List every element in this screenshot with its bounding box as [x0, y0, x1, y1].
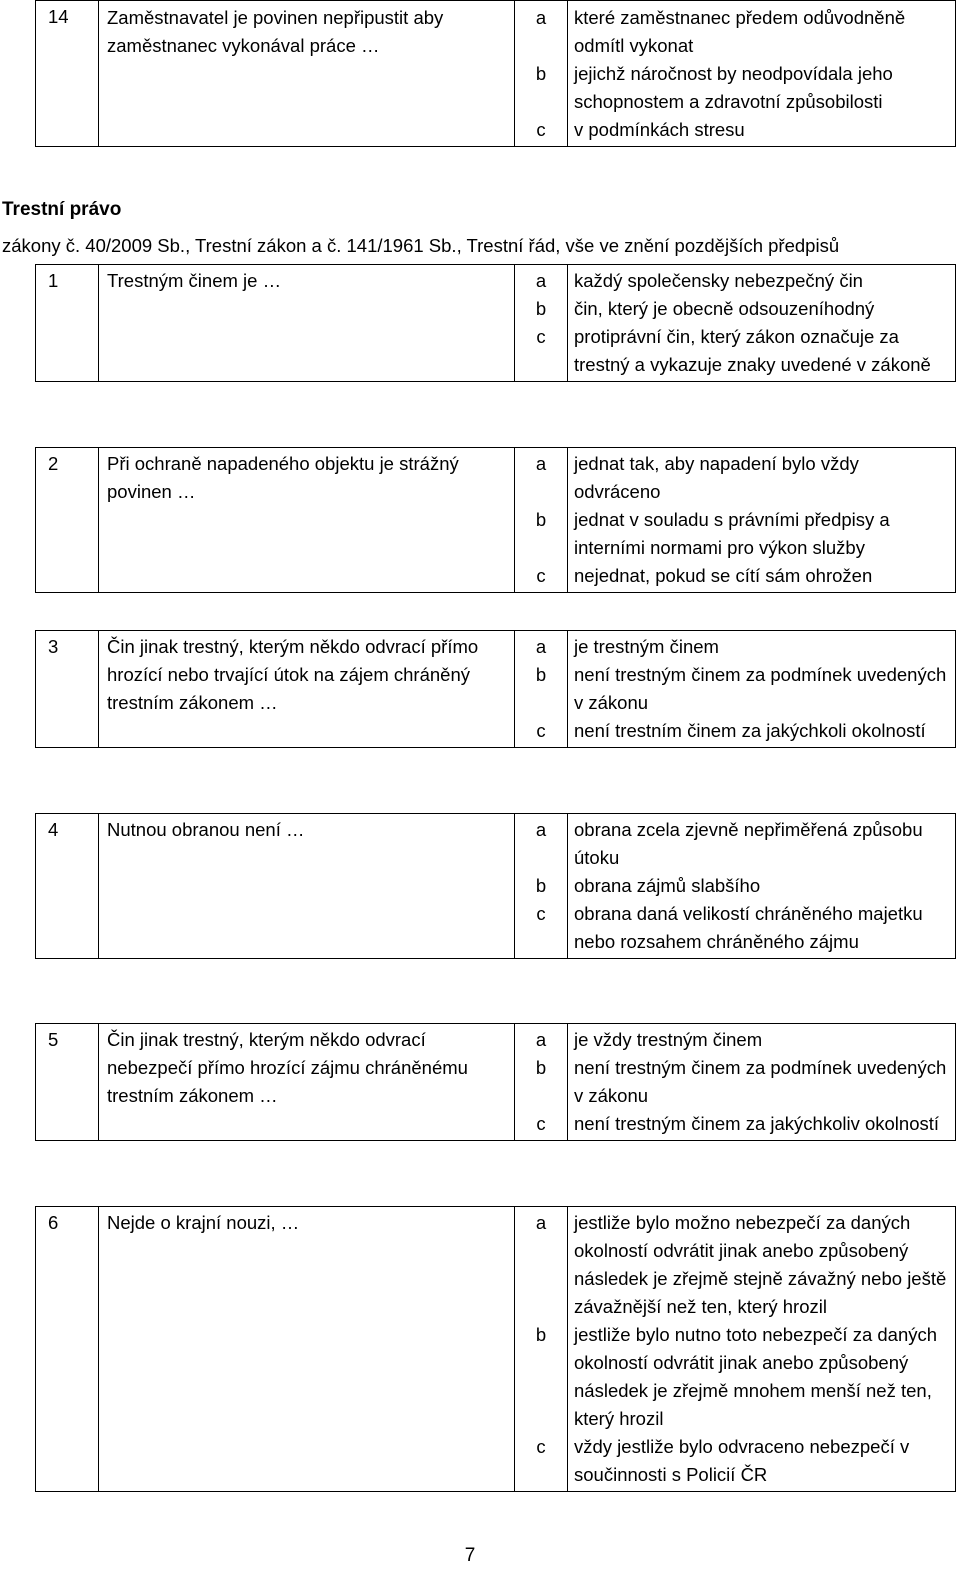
question-table-5: [35, 1023, 956, 1141]
option-letter: b: [515, 295, 568, 323]
question-number: 5: [36, 1024, 99, 1141]
page-number: 7: [464, 1545, 476, 1566]
option-letter: b: [515, 872, 568, 900]
option-text: není trestným činem za jakýchkoliv okolností: [568, 1110, 956, 1141]
option-letter: a: [515, 814, 568, 873]
option-letter: a: [515, 631, 568, 662]
option-letter: c: [515, 717, 568, 748]
option-text: je vždy trestným činem: [568, 1024, 956, 1055]
option-letter: b: [515, 661, 568, 717]
question-number: 6: [36, 1207, 99, 1492]
question-number: 2: [36, 448, 99, 593]
question-stem: Při ochraně napadeného objektu je strážný povinen …: [99, 448, 515, 593]
option-text: je trestným činem: [568, 631, 956, 662]
option-text: v podmínkách stresu: [568, 116, 956, 147]
option-letter: c: [515, 116, 568, 147]
question-stem: Čin jinak trestný, kterým někdo odvrací přímo hrozící nebo trvající útok na zájem chráněný trestním zákonem …: [99, 631, 515, 748]
option-letter: c: [515, 1433, 568, 1492]
question-stem: Čin jinak trestný, kterým někdo odvrací nebezpečí přímo hrozící zájmu chráněnému trestním zákonem …: [99, 1024, 515, 1141]
option-text: jednat v souladu s právními předpisy a interními normami pro výkon služby: [568, 506, 956, 562]
section-title: Trestní právo: [2, 199, 122, 220]
option-letter: b: [515, 506, 568, 562]
question-table-1: [35, 264, 956, 382]
option-letter: a: [515, 265, 568, 296]
question-number: 1: [36, 265, 99, 382]
question-stem: Nutnou obranou není …: [99, 814, 515, 959]
option-text: vždy jestliže bylo odvraceno nebezpečí v součinnosti s Policií ČR: [568, 1433, 956, 1492]
option-text: obrana daná velikostí chráněného majetku nebo rozsahem chráněného zájmu: [568, 900, 956, 959]
question-table-14: [35, 0, 956, 147]
question-stem: Nejde o krajní nouzi, …: [99, 1207, 515, 1492]
option-letter: a: [515, 448, 568, 507]
option-text: jejichž náročnost by neodpovídala jeho schopnostem a zdravotní způsobilosti: [568, 60, 956, 116]
option-letter: a: [515, 1, 568, 61]
option-text: jestliže bylo možno nebezpečí za daných okolností odvrátit jinak anebo způsobený následek je zřejmě stejně závažný nebo ještě závažnější než ten, který hrozil: [568, 1207, 956, 1322]
question-number: 14: [36, 1, 99, 147]
option-text: není trestným činem za podmínek uvedených v zákonu: [568, 1054, 956, 1110]
option-text: nejednat, pokud se cítí sám ohrožen: [568, 562, 956, 593]
option-text: obrana zájmů slabšího: [568, 872, 956, 900]
option-text: čin, který je obecně odsouzeníhodný: [568, 295, 956, 323]
question-table-3: [35, 630, 956, 748]
option-letter: c: [515, 323, 568, 382]
option-text: jestliže bylo nutno toto nebezpečí za daných okolností odvrátit jinak anebo způsobený následek je zřejmě mnohem menší než ten, který hrozil: [568, 1321, 956, 1433]
option-text: není trestním činem za jakýchkoli okolností: [568, 717, 956, 748]
section-laws: zákony č. 40/2009 Sb., Trestní zákon a č. 141/1961 Sb., Trestní řád, vše ve znění pozdějších předpisů: [2, 235, 840, 256]
question-number: 4: [36, 814, 99, 959]
option-text: obrana zcela zjevně nepřiměřená způsobu útoku: [568, 814, 956, 873]
question-number: 3: [36, 631, 99, 748]
option-letter: c: [515, 900, 568, 959]
question-table-4: [35, 813, 956, 959]
question-table-2: [35, 447, 956, 593]
question-stem: Zaměstnavatel je povinen nepřipustit aby zaměstnanec vykonával práce …: [99, 1, 515, 147]
option-letter: b: [515, 1321, 568, 1433]
option-text: není trestným činem za podmínek uvedených v zákonu: [568, 661, 956, 717]
question-stem: Trestným činem je …: [99, 265, 515, 382]
option-letter: c: [515, 562, 568, 593]
question-table-6: [35, 1206, 956, 1492]
option-text: jednat tak, aby napadení bylo vždy odvráceno: [568, 448, 956, 507]
option-letter: b: [515, 1054, 568, 1110]
option-letter: a: [515, 1024, 568, 1055]
option-letter: b: [515, 60, 568, 116]
option-letter: a: [515, 1207, 568, 1322]
option-letter: c: [515, 1110, 568, 1141]
option-text: každý společensky nebezpečný čin: [568, 265, 956, 296]
option-text: které zaměstnanec předem odůvodněně odmítl vykonat: [568, 1, 956, 61]
option-text: protiprávní čin, který zákon označuje za trestný a vykazuje znaky uvedené v zákoně: [568, 323, 956, 382]
